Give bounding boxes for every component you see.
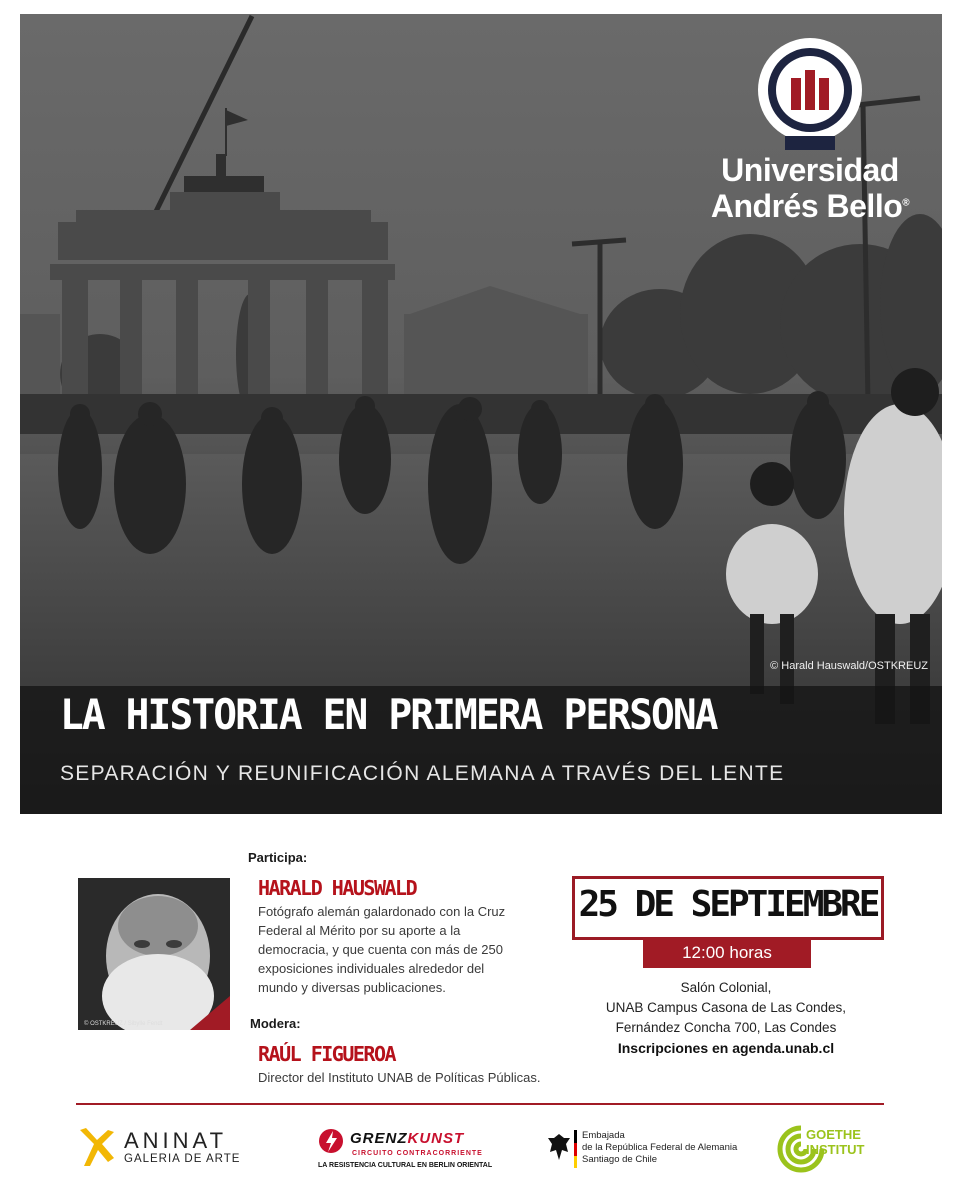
aninat-figure-icon (74, 1126, 120, 1170)
divider (76, 1103, 884, 1105)
grenzkunst-line2: CIRCUITO CONTRACORRIENTE (352, 1150, 483, 1157)
embassy-text: Embajada de la República Federal de Alemania Santiago de Chile (582, 1130, 738, 1165)
grenzkunst-logo (318, 1128, 493, 1174)
moderator-bio: Director del Instituto UNAB de Políticas Públicas. (258, 1070, 541, 1085)
embassy-logo (546, 1128, 746, 1174)
quadriga (184, 108, 264, 192)
flag-stripes (574, 1130, 577, 1168)
unab-name-line1: Universidad (721, 152, 899, 188)
aninat-name: ANINAT (124, 1128, 228, 1153)
participant-name: HARALD HAUSWALD (258, 876, 417, 900)
goethe-logo (776, 1124, 896, 1174)
unab-name-line2: Andrés Bello® (710, 188, 910, 224)
unab-shield-icon (695, 28, 935, 152)
moderator-name: RAÚL FIGUEROA (258, 1042, 396, 1066)
page-title: LA HISTORIA EN PRIMERA PERSONA (60, 690, 717, 739)
participant-bio: Fotógrafo alemán galardonado con la Cruz Federal al Mérito por su aporte a la democracia, y que cuenta con más de 250 exposiciones individuales alrededor del mundo y diversas publicaciones. (258, 904, 506, 995)
unab-logo (695, 28, 935, 224)
participant-portrait (78, 878, 230, 1030)
registration-text: Inscripciones en agenda.unab.cl (617, 1040, 835, 1056)
photo-credit: © Harald Hauswald/OSTKREUZ (770, 660, 928, 672)
german-eagle-icon (546, 1132, 572, 1162)
participant-label: Participa: (248, 850, 308, 865)
event-date: 25 DE SEPTIEMBRE (578, 884, 878, 925)
aninat-logo (74, 1126, 254, 1170)
goethe-text: GOETHE INSTITUT (806, 1127, 865, 1157)
grenzkunst-line3: LA RESISTENCIA CULTURAL EN BERLIN ORIENTAL (318, 1162, 493, 1169)
event-venue: Salón Colonial, UNAB Campus Casona de Las Condes, Fernández Concha 700, Las Condes (605, 980, 847, 1035)
moderator-label: Modera: (250, 1016, 301, 1031)
portrait-image (78, 878, 230, 1030)
portrait-caption: © OSTKREUZ / Sibylle Fendt (84, 1021, 163, 1027)
grenzkunst-bolt-icon (318, 1128, 346, 1154)
page-subtitle: SEPARACIÓN Y REUNIFICACIÓN ALEMANA A TRAVÉS DEL LENTE (60, 762, 785, 785)
aninat-subtitle: GALERIA DE ARTE (124, 1153, 241, 1165)
grenzkunst-name: GRENZKUNST (350, 1130, 465, 1147)
event-time: 12:00 horas (643, 938, 811, 968)
